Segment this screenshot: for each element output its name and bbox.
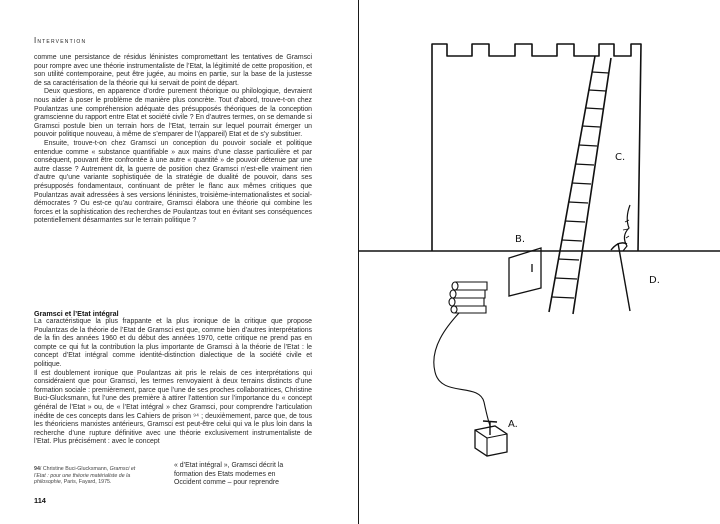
paragraph-1: comme une persistance de résidus léninistes compromettant les tentatives de Gramsci pour rompre avec une théorie instrumentaliste de l’Etat, la légitimité de cette proposition, et son utilité contemporaine, peut être jugée, au moins en partie, sur la base de la justesse de sa caractérisation de la théorie qui lui servait de point de départ. (34, 54, 312, 87)
paragraph-2: Deux questions, en apparence d’ordre purement théorique ou philologique, devraient nous aider à poser le problème de manière plus concrète. Tout d’abord, trouve-t-on chez Poulantzas une compréhension adéquate des présupposés théoriques de la conception gramscienne du rapport entre Etat et société civile ? En d’autres termes, on se demande si Gramsci postule bien un terrain hors de l’Etat, terrain sur lequel pourrait émerger un pouvoir politique nouveau, à même de s’emparer de l’(appareil) Etat et de s’y substituer. (34, 88, 312, 139)
label-b: B. (515, 234, 526, 245)
label-c: C. (615, 152, 626, 163)
wall-ladder-illustration (359, 0, 720, 524)
body-text-tail (174, 462, 312, 488)
tail-line-1: « d’Etat intégral », Gramsci décrit la (174, 462, 284, 469)
dynamite-bundle (449, 282, 487, 313)
detonator-handle (483, 421, 497, 422)
label-a: A. (508, 419, 518, 430)
ladder-rail-right (573, 58, 611, 314)
detonator-box (475, 426, 507, 456)
left-page (0, 0, 358, 524)
paragraph-3: Ensuite, trouve-t-on chez Gramsci un conception du pouvoir sociale et politique entendue comme « substance quantifiable » aux mains d’une classe particulière et par conséquent, pouvant être confrontée à une autre « quantité » de pouvoir détenue par une autre classe ? Autrement dit, la guerre de position chez Gramsci n’est-elle vraiment rien d’autre qu’une variante sophistiquée de la stratégie de dualité de pouvoir, dans ses présupposés fondamentaux, continuant de prêter le flanc aux mêmes critiques que Poulantzas avait adressées à ses versions léninistes, troisième-internationalistes et social-démocrates ? Ou est-ce qu’au contraire, Gramsci élabora une théorie qui combine les forces et la sophistication des recherches de Poulantzas tout en évitant ses conséquences potentiellement désarmantes sur le terrain politique ? (34, 139, 312, 225)
door-b (509, 248, 541, 296)
section-paragraph-1: La caractéristique la plus frappante et la plus ironique de la critique que propose Poulantzas de la théorie de l’Etat de Gramsci est que, comme bien d’autres interprétations de la fin des années 1960 et du début des années 1970, cette critique ne prend pas en compte ce qui fut la contribution la plus importante de Gramsci à la théorie de l’Etat : le concept d’Etat intégral comme identité-distinction dialectique de la société civile et politique. (34, 318, 312, 368)
body-text-block-2 (34, 318, 312, 447)
footnote-text-before: / Christine Buci-Glucksmann, (39, 466, 110, 472)
footnote-area (34, 462, 312, 488)
footnote-text-after: , Paris, Fayard, 1975. (60, 479, 112, 486)
footnote-title: Gramsci et l’Etat : pour une théorie matérialiste de la philosophie (34, 466, 136, 486)
footnote (34, 462, 144, 486)
page-number: 114 (34, 496, 46, 505)
fuse-wire (434, 313, 491, 428)
body-text-block-1 (34, 54, 312, 226)
right-page (359, 0, 720, 524)
footnote-marker: 94 (34, 466, 40, 472)
section-heading: Gramsci et l’Etat intégral (34, 309, 119, 318)
label-d: D. (649, 275, 660, 286)
tail-line-3: Occident comme – pour reprendre (174, 479, 279, 487)
tail-line-2: formation des Etats modernes en (174, 470, 276, 478)
running-head: Intervention (34, 36, 87, 45)
section-paragraph-2: Il est doublement ironique que Poulantzas ait pris le relais de ces interprétations qui considéraient que pour Gramsci, les termes renvoyaient à deux terrains distincts d’une formation sociale : premièrement, parce que l’une de ses proches collaboratrices, Christine Buci-Glucksmann, fut l’une des première à attirer l’attention sur l’importance du « concept général de l’Etat » ou, de « l’Etat intégral » chez Gramsci, pour comprendre l’articulation inédite de ces concepts dans les Cahiers de prison ⁹⁴ ; deuxièmement, parce que, de tous les théoriciens marxistes antérieurs, Gramsci est peut-être celui qui va le plus loin dans la recherche d’une rupture définitive avec une théorie exclusivement instrumentaliste de l’Etat. Plus précisément : avec le concept (34, 369, 312, 446)
castle-wall (432, 44, 641, 251)
tool-handle (618, 243, 630, 311)
